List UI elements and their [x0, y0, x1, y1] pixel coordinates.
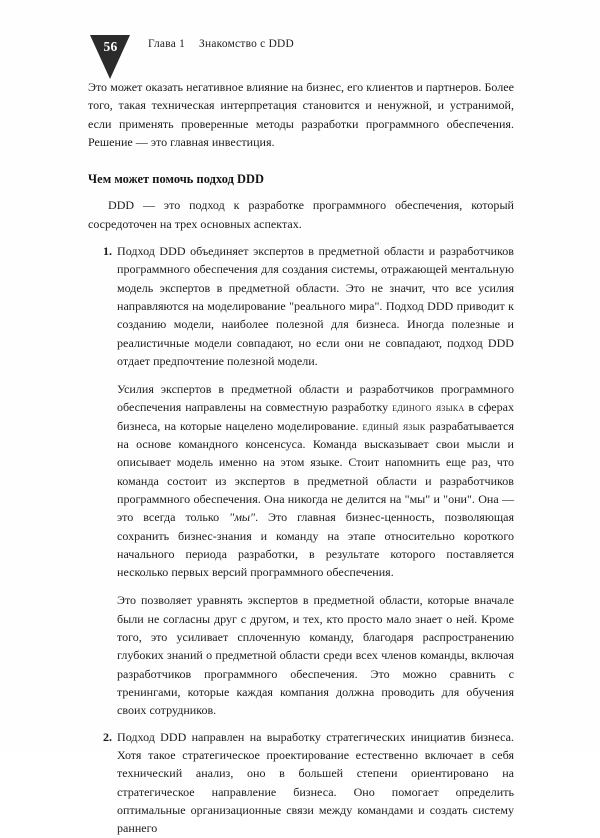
page-number: 56 [103, 39, 118, 54]
numbered-list [88, 242, 514, 838]
ubiquitous-language-term: единого языка [392, 400, 465, 415]
list-item-paragraph [117, 380, 514, 582]
text-run: . Это главная бизнес-ценность, позволяющая сохранить бизнес-знания и команду на этапе относительно короткого начального периода разработки, в результате которого поставляется несколько первых версий программного обеспечения. [117, 510, 514, 580]
list-item-marker: 1. [102, 244, 112, 259]
chapter-title: Знакомство с DDD [199, 38, 295, 50]
text-run: Это позволяет уравнять экспертов в предметной области, которые вначале были не согласны друг с другом, и тех, кто просто мало знает о ней. Кроме того, это усиливает сплоченную команду, благодаря распространению глубоких знаний о предметной области среди всех членов команды, включая разработчиков программного обеспечения. Это можно сравнить с тренингами, которые каждая компания должна проводить для обучения своих сотрудников. [117, 593, 514, 718]
text-column [88, 78, 514, 838]
list-item-paragraph [117, 242, 514, 370]
text-run: в сферах бизнеса, на которые нацелено моделирование. [117, 400, 514, 433]
text-run: разрабатывается на основе командного консенсуса. Команда высказывает свои мысли и описывает модель именно на этом языке. Стоит напомнить еще раз, что команда состоит из экспертов в предметной области и разработчиков программного обеспечения. Она никогда не делится на "мы" и "они". Она — это всегда только [117, 418, 514, 525]
running-head-text [148, 38, 294, 50]
list-item-marker: 2. [102, 729, 112, 744]
list-item-paragraph [117, 728, 514, 838]
text-run: Подход DDD объединяет экспертов в предметной области и разработчиков программного обеспечения для создания системы, отражающей ментальную модель экспертов в предметной области. Это не значит, что все усилия направляются на моделирование "реального мира". Подход DDD приводит к созданию модели, наиболее полезной для бизнеса. Иногда полезные и реалистичные модели совпадают, но если они не совпадают, подход DDD отдает предпочтение полезной модели. [117, 244, 514, 369]
page-number-pennant [90, 35, 131, 79]
intro-paragraph: Это может оказать негативное влияние на бизнес, его клиентов и партнеров. Более того, такая техническая интерпретация становится и ненужной, и устранимой, если применять проверенные методы разработки программного обеспечения. Решение — это главная инвестиция. [88, 80, 514, 150]
running-head [0, 30, 600, 80]
list-item-paragraph [117, 591, 514, 719]
ubiquitous-language-term: единый язык [362, 418, 426, 433]
lead-paragraph: DDD — это подход к разработке программного обеспечения, который сосредоточен на трех основных аспектах. [88, 198, 514, 231]
section-heading: Чем может помочь подход DDD [88, 172, 265, 187]
list-item [88, 728, 514, 838]
emphasized-text: "мы" [229, 510, 256, 525]
chapter-label: Глава 1 [148, 38, 186, 50]
text-run: Усилия экспертов в предметной области и разработчиков программного обеспечения направлены на совместную разработку [117, 381, 514, 415]
list-item [88, 242, 514, 720]
text-run: Подход DDD направлен на выработку стратегических инициатив бизнеса. Хотя такое стратегическое проектирование естественно включает в себя технический анализ, оно в большей степени ориентировано на стратегическое направление бизнеса. Оно помогает определить оптимальные организационные связи между командами и создать систему раннего [117, 729, 514, 836]
